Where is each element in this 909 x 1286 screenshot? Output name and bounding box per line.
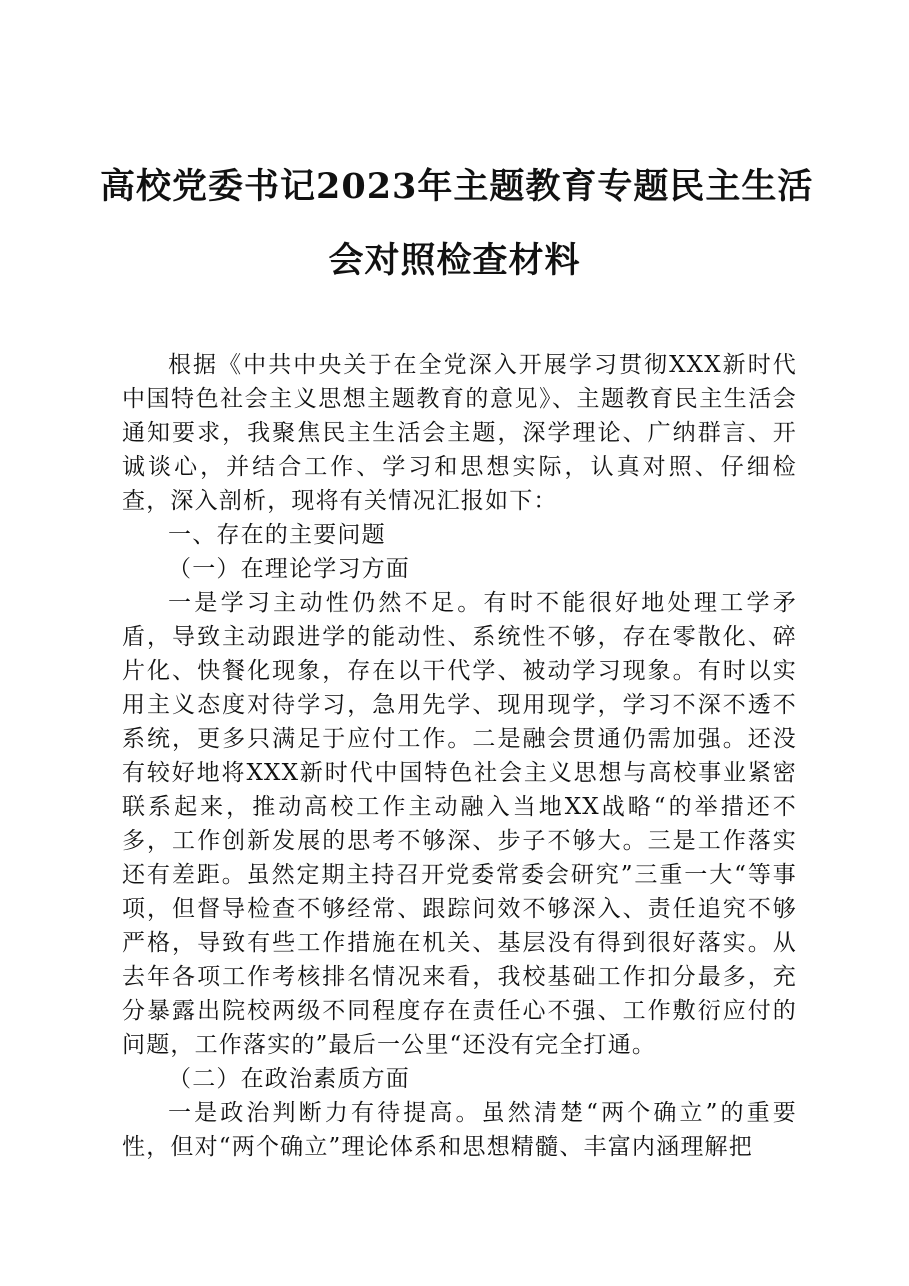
section-heading: 一、存在的主要问题: [168, 522, 386, 548]
intro-paragraph: 根据《中共中央关于在全党深入开展学习贯彻XXX新时代中国特色社会主义思想主题教育的意见》、主题教育民主生活会通知要求，我聚焦民主生活会主题，深学理论、广纳群言、开诚谈心，并结合工作、学习和思想实际，认真对照、仔细检查，深入剖析，现将有关情况汇报如下：: [122, 352, 797, 514]
document-title: [100, 150, 814, 298]
title-line-2: 会对照检查材料: [328, 240, 581, 281]
subsection-heading: （一）在理论学习方面: [168, 556, 410, 582]
body-paragraph: 一是学习主动性仍然不足。有时不能很好地处理工学矛盾，导致主动跟进学的能动性、系统性不够，存在零散化、碎片化、快餐化现象，存在以干代学、被动学习现象。有时以实用主义态度对待学习，急用先学、现用现学，学习不深不透不系统，更多只满足于应付工作。二是融会贯通仍需加强。还没有较好地将XXX新时代中国特色社会主义思想与高校事业紧密联系起来，推动高校工作主动融入当地XX战略“的举措还不多，工作创新发展的思考不够深、步子不够大。三是工作落实还有差距。虽然定期主持召开党委常委会研究”三重一大“等事项，但督导检查不够经常、跟踪问效不够深入、责任追究不够严格，导致有些工作措施在机关、基层没有得到很好落实。从去年各项工作考核排名情况来看，我校基础工作扣分最多，充分暴露出院校两级不同程度存在责任心不强、工作敷衍应付的问题，工作落实的”最后一公里“还没有完全打通。: [122, 590, 797, 1058]
title-line-1: 高校党委书记2023年主题教育专题民主生活: [100, 166, 814, 207]
subsection-heading: （二）在政治素质方面: [168, 1066, 410, 1092]
body-paragraph: 一是政治判断力有待提高。虽然清楚“两个确立”的重要性，但对“两个确立”理论体系和思想精髓、丰富内涵理解把: [122, 1100, 797, 1160]
document-body: [122, 348, 797, 1164]
